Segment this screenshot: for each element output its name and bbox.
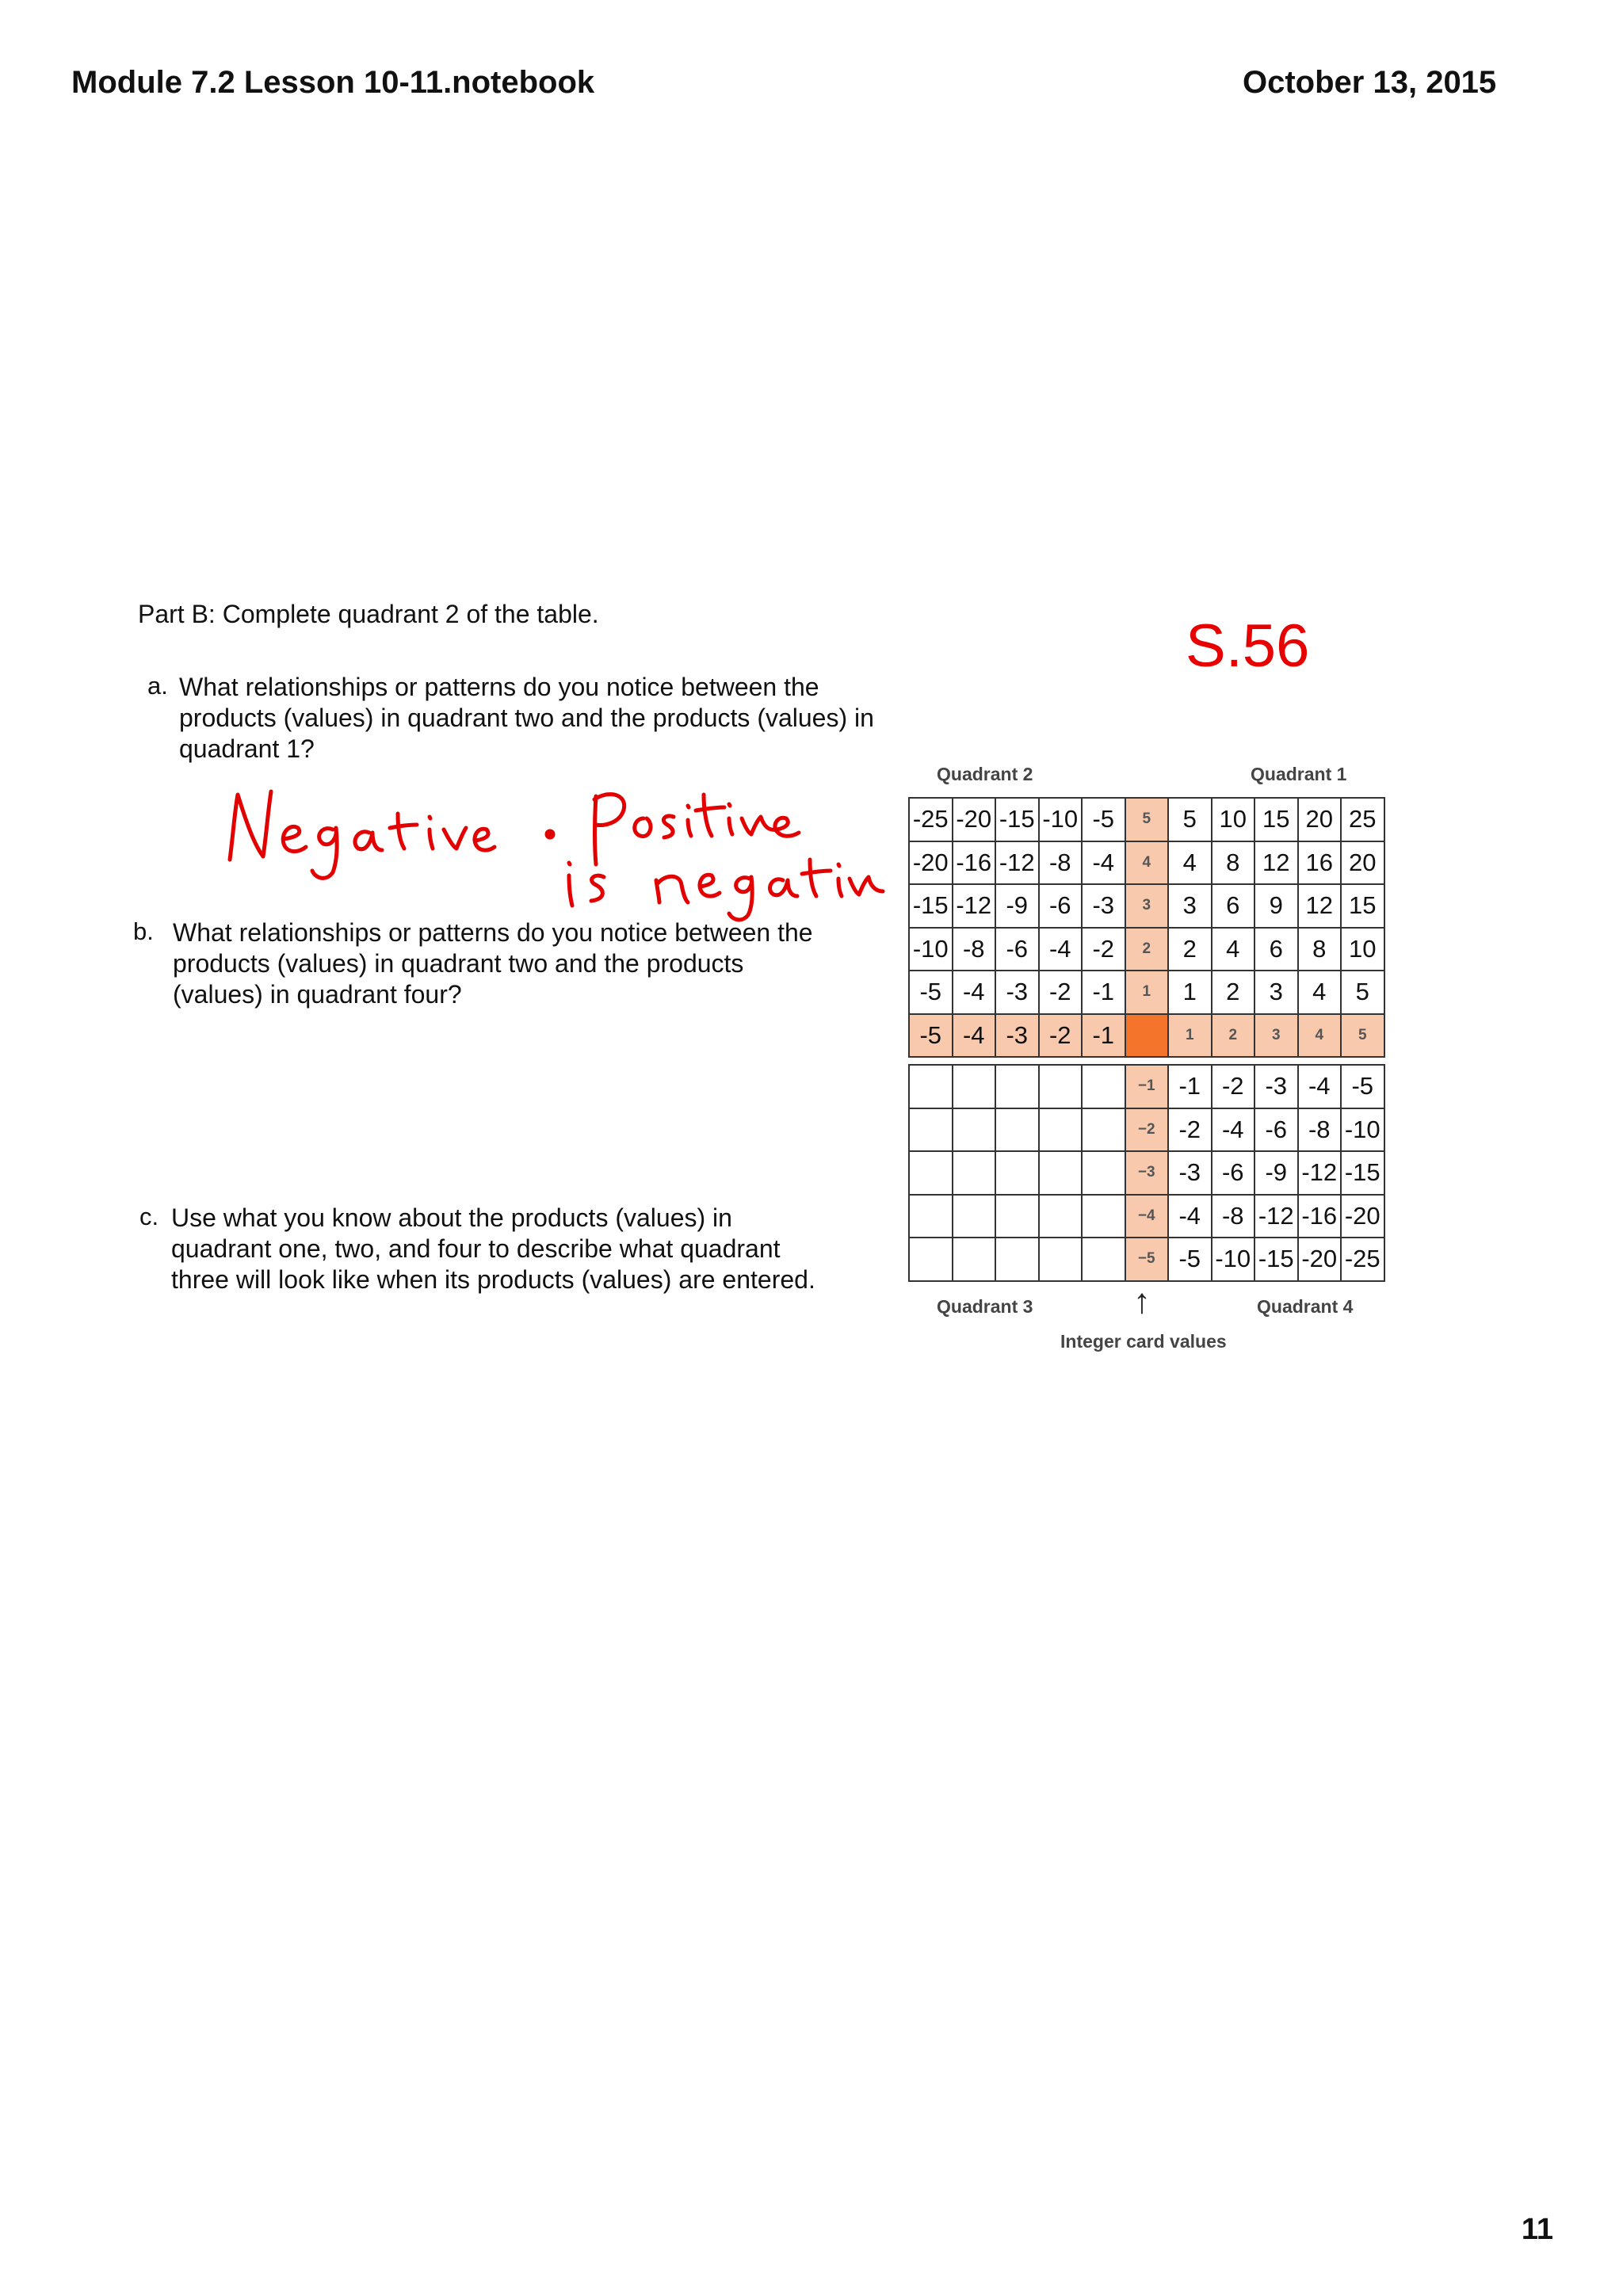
table-cell: 20	[1340, 841, 1385, 886]
table-cell: -20	[908, 841, 953, 886]
empty-cell	[908, 1150, 953, 1196]
ink-letter-s	[663, 816, 674, 837]
table-cell: -6	[1038, 883, 1083, 929]
table-cell: -15	[1254, 1237, 1299, 1282]
table-cell: 2	[1211, 970, 1256, 1015]
ink-letter-e2	[475, 829, 495, 850]
ink-letter-o	[635, 818, 651, 837]
ink-letter-i	[430, 817, 433, 849]
table-cell: -12	[1297, 1150, 1342, 1196]
empty-cell	[952, 1150, 997, 1196]
table-cell: 4	[1211, 927, 1256, 972]
table-cell: -4	[1038, 927, 1083, 972]
table-cell: -2	[1038, 970, 1083, 1015]
axis-cell-horizontal: 4	[1297, 1013, 1342, 1058]
question-c-text	[171, 1203, 900, 1295]
table-cell: 15	[1254, 797, 1299, 842]
table-cell: -20	[952, 797, 997, 842]
axis-cell-horizontal-negative: -3	[995, 1013, 1040, 1058]
ink-letters-ve	[742, 817, 799, 836]
empty-cell	[908, 1194, 953, 1239]
axis-cell-vertical: −4	[1125, 1194, 1170, 1239]
reference-label: S.56	[1186, 612, 1310, 680]
quadrant-2-label: Quadrant 2	[937, 764, 1033, 784]
table-cell: -4	[1167, 1194, 1212, 1239]
empty-cell	[995, 1194, 1040, 1239]
table-cell: -4	[952, 970, 997, 1015]
ink-letter-g2	[729, 877, 752, 920]
table-cell: 15	[1340, 883, 1385, 929]
empty-cell	[995, 1108, 1040, 1153]
table-cell: 6	[1254, 927, 1299, 972]
ink-letter-n	[230, 791, 271, 860]
table-cell: 4	[1297, 970, 1342, 1015]
axis-cell-horizontal: 1	[1167, 1013, 1212, 1058]
question-a-line: What relationships or patterns do you notice between the	[179, 673, 819, 701]
axis-cell-horizontal: 5	[1340, 1013, 1385, 1058]
table-cell: -10	[908, 927, 953, 972]
axis-cell-vertical: −1	[1125, 1064, 1170, 1109]
table-cell: -10	[1340, 1108, 1385, 1153]
empty-cell	[1038, 1064, 1083, 1109]
question-c-marker: c.	[139, 1203, 159, 1230]
table-cell: -20	[1297, 1237, 1342, 1282]
ink-letter-g	[312, 828, 337, 878]
table-cell: 3	[1167, 883, 1212, 929]
table-cell: 10	[1340, 927, 1385, 972]
table-cell: -1	[1167, 1064, 1212, 1109]
table-cell: -2	[1211, 1064, 1256, 1109]
empty-cell	[1081, 1150, 1126, 1196]
question-c-line: three will look like when its products (values) are entered.	[171, 1265, 815, 1294]
table-cell: -10	[1211, 1237, 1256, 1282]
empty-cell	[1081, 1237, 1126, 1282]
ink-dot	[547, 831, 553, 837]
quadrant-4-label: Quadrant 4	[1257, 1296, 1354, 1317]
table-cell: -6	[1254, 1108, 1299, 1153]
table-cell: -12	[1254, 1194, 1299, 1239]
table-cell: 2	[1167, 927, 1212, 972]
ink-letter-v	[444, 828, 466, 849]
table-cell: -16	[1297, 1194, 1342, 1239]
ink-letters-ve2	[850, 877, 883, 894]
table-cell: -5	[1167, 1237, 1212, 1282]
table-cell: 3	[1254, 970, 1299, 1015]
empty-cell	[995, 1064, 1040, 1109]
axis-cell-horizontal: 3	[1254, 1013, 1299, 1058]
part-b-heading: Part B: Complete quadrant 2 of the table.	[138, 600, 599, 628]
table-cell: -2	[1167, 1108, 1212, 1153]
axis-cell-horizontal-negative: -5	[908, 1013, 953, 1058]
empty-cell	[995, 1150, 1040, 1196]
ink-letter-i5	[838, 864, 842, 896]
notebook-title: Module 7.2 Lesson 10-11.notebook	[71, 65, 595, 100]
table-cell: -6	[1211, 1150, 1256, 1196]
ink-letter-t2	[696, 795, 724, 836]
question-a-marker: a.	[147, 672, 168, 700]
table-cell: -15	[995, 797, 1040, 842]
table-cell: -20	[1340, 1194, 1385, 1239]
table-cell: -9	[1254, 1150, 1299, 1196]
table-cell: -15	[1340, 1150, 1385, 1196]
table-cell: -4	[1211, 1108, 1256, 1153]
table-cell: -9	[995, 883, 1040, 929]
up-arrow-icon: ↑	[1133, 1282, 1151, 1321]
origin-cell	[1125, 1013, 1170, 1058]
question-b-marker: b.	[133, 917, 154, 945]
axis-cell-vertical: −3	[1125, 1150, 1170, 1196]
multiplication-table	[908, 797, 1384, 1282]
ink-letter-i2	[688, 806, 691, 836]
question-b-line: (values) in quadrant four?	[173, 980, 462, 1009]
ink-letter-a	[355, 832, 382, 850]
table-cell: 4	[1167, 841, 1212, 886]
question-a-line: products (values) in quadrant two and the products (values) in	[179, 704, 874, 732]
axis-cell-horizontal-negative: -2	[1038, 1013, 1083, 1058]
ink-letter-i3	[729, 804, 732, 834]
page-number: 11	[1521, 2213, 1553, 2246]
table-cell: -3	[995, 970, 1040, 1015]
question-a-line: quadrant 1?	[179, 734, 315, 763]
question-b-line: What relationships or patterns do you notice between the	[173, 918, 813, 947]
table-cell: -4	[1081, 841, 1126, 886]
axis-cell-vertical: 2	[1125, 927, 1170, 972]
page-date: October 13, 2015	[1243, 65, 1497, 100]
axis-cell-vertical: 4	[1125, 841, 1170, 886]
table-cell: 9	[1254, 883, 1299, 929]
quadrant-3-label: Quadrant 3	[937, 1296, 1033, 1317]
empty-cell	[1038, 1108, 1083, 1153]
table-cell: 6	[1211, 883, 1256, 929]
table-cell: -8	[1038, 841, 1083, 886]
table-cell: -8	[1211, 1194, 1256, 1239]
question-b-text	[173, 917, 886, 1010]
empty-cell	[995, 1237, 1040, 1282]
table-cell: 25	[1340, 797, 1385, 842]
table-cell: 12	[1254, 841, 1299, 886]
axis-caption: Integer card values	[1060, 1331, 1227, 1352]
handwritten-answer	[222, 780, 888, 931]
ink-letter-e3	[700, 875, 720, 896]
table-cell: -12	[995, 841, 1040, 886]
empty-cell	[1038, 1150, 1083, 1196]
empty-cell	[1038, 1194, 1083, 1239]
quadrant-1-label: Quadrant 1	[1251, 764, 1347, 784]
table-cell: 8	[1211, 841, 1256, 886]
axis-cell-vertical: 3	[1125, 883, 1170, 929]
table-cell: 1	[1167, 970, 1212, 1015]
table-cell: -3	[1081, 883, 1126, 929]
table-cell: -10	[1038, 797, 1083, 842]
table-cell: 5	[1167, 797, 1212, 842]
ink-letter-p	[594, 794, 624, 864]
ink-letter-e	[283, 826, 306, 851]
table-cell: -25	[1340, 1237, 1385, 1282]
table-cell: -2	[1081, 927, 1126, 972]
ink-letter-s2	[591, 875, 604, 901]
axis-cell-horizontal-negative: -4	[952, 1013, 997, 1058]
axis-cell-horizontal: 2	[1211, 1013, 1256, 1058]
table-cell: -12	[952, 883, 997, 929]
table-cell: -5	[1340, 1064, 1385, 1109]
question-c-line: quadrant one, two, and four to describe what quadrant	[171, 1234, 781, 1263]
question-b-line: products (values) in quadrant two and the products	[173, 949, 744, 978]
empty-cell	[908, 1108, 953, 1153]
ink-letter-t3	[802, 860, 831, 896]
table-cell: 20	[1297, 797, 1342, 842]
empty-cell	[1038, 1237, 1083, 1282]
empty-cell	[952, 1194, 997, 1239]
empty-cell	[952, 1237, 997, 1282]
question-a-text	[179, 672, 956, 765]
table-cell: -1	[1081, 970, 1126, 1015]
table-cell: -16	[952, 841, 997, 886]
table-cell: 5	[1340, 970, 1385, 1015]
question-c-line: Use what you know about the products (values) in	[171, 1203, 732, 1232]
table-cell: -5	[1081, 797, 1126, 842]
axis-cell-vertical: 1	[1125, 970, 1170, 1015]
table-cell: -3	[1167, 1150, 1212, 1196]
table-cell: 10	[1211, 797, 1256, 842]
empty-cell	[1081, 1194, 1126, 1239]
table-cell: -15	[908, 883, 953, 929]
ink-letter-a2	[770, 879, 797, 896]
ink-letter-t	[390, 814, 417, 849]
axis-cell-vertical: −5	[1125, 1237, 1170, 1282]
table-cell: -8	[952, 927, 997, 972]
empty-cell	[908, 1064, 953, 1109]
ink-letter-i4	[569, 863, 572, 906]
table-cell: -8	[1297, 1108, 1342, 1153]
empty-cell	[952, 1064, 997, 1109]
table-cell: 16	[1297, 841, 1342, 886]
empty-cell	[1081, 1108, 1126, 1153]
empty-cell	[1081, 1064, 1126, 1109]
table-cell: 8	[1297, 927, 1342, 972]
table-cell: -25	[908, 797, 953, 842]
ink-letter-n2	[656, 876, 688, 902]
table-cell: 12	[1297, 883, 1342, 929]
empty-cell	[952, 1108, 997, 1153]
axis-cell-horizontal-negative: -1	[1081, 1013, 1126, 1058]
table-cell: -3	[1254, 1064, 1299, 1109]
axis-cell-vertical: −2	[1125, 1108, 1170, 1153]
table-cell: -4	[1297, 1064, 1342, 1109]
table-cell: -5	[908, 970, 953, 1015]
axis-cell-vertical: 5	[1125, 797, 1170, 842]
table-cell: -6	[995, 927, 1040, 972]
empty-cell	[908, 1237, 953, 1282]
